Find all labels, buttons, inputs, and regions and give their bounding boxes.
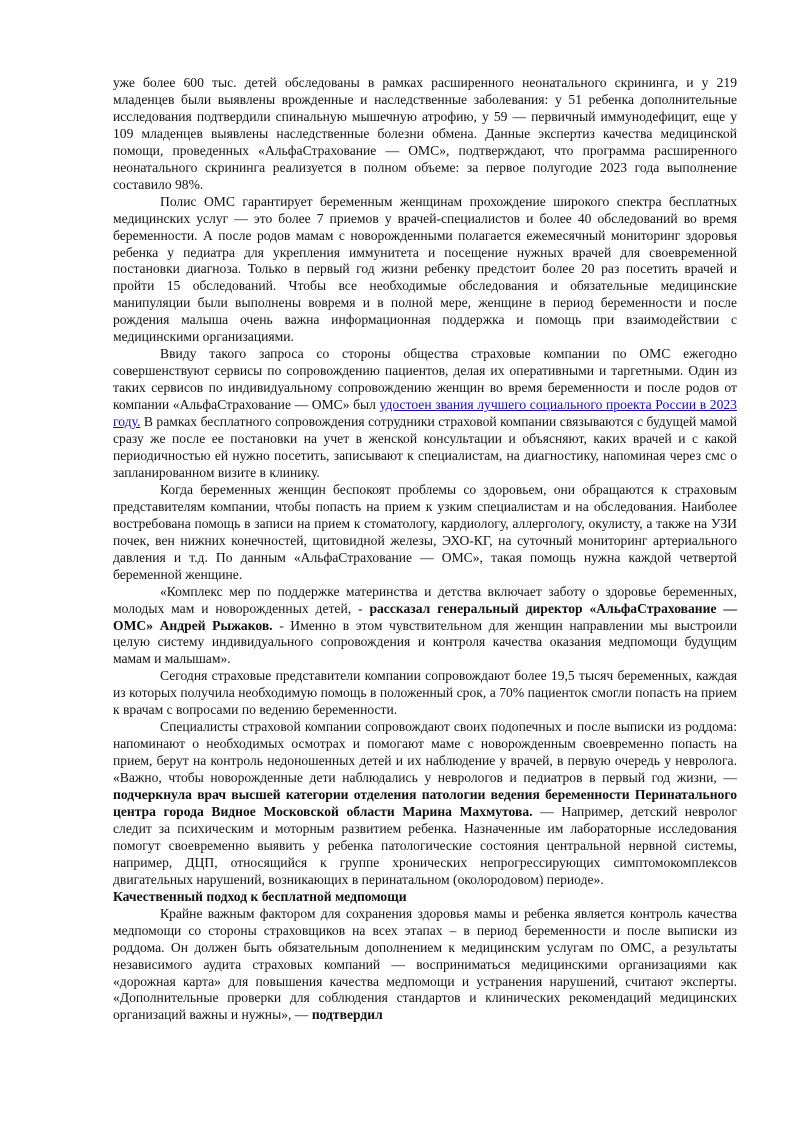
speaker-attribution: подтвердил (311, 1007, 383, 1023)
speaker-attribution: подчеркнула врач высшей категории отделения патологии ведения беременности Перинатального центра города Видное Московской области Марина Махмутова. (113, 787, 737, 819)
document-page (113, 75, 737, 1024)
paragraph-support-service (113, 346, 737, 482)
award-link[interactable]: удостоен звания лучшего социального проекта России в 2023 году. (113, 397, 737, 430)
paragraph-quality-control (113, 906, 737, 1025)
paragraph-specialists-help (113, 482, 737, 584)
paragraph-postnatal (113, 719, 737, 889)
text-run: — Например, детский невролог следит за психическим и моторным развитием ребенка. Назначенные им лабораторные исследования помогут своевременно выявить у ребенка патологические состояния центральной нервной системы, например, ДЦП, относящийся к группе хронических непрогрессирующих симптомокомплексов двигательных нарушений, возникающих в перинатальном (околородовом) периоде». (113, 803, 738, 887)
text-run: уже более 600 тыс. детей обследованы в рамках расширенного неонатального скрининга, и у 219 младенцев были выявлены врожденные и наследственные заболевания: у 51 ребенка дополнительные исследования подтвердили спинальную мышечную атрофию, у 59 — первичный иммунодефицит, еще у 109 младенцев выявлены наследственные болезни обмена. Данные экспертиз качества медицинской помощи, проведенных «АльфаСтрахование — ОМС», подтверждают, что программа расширенного неонатального скрининга реализуется в полном объеме: за первое полугодие 2023 года выполнение составило 98%. (113, 75, 737, 192)
section-heading: Качественный подход к бесплатной медпомощи (113, 888, 407, 904)
text-run: «Комплекс мер по поддержке материнства и детства включает заботу о здоровье беременных, молодых мам и новорожденных детей, - (113, 583, 737, 616)
text-run: Ввиду такого запроса со стороны общества страховые компании по ОМС ежегодно совершенствуют сервисы по сопровождению пациентов, делая их оперативными и таргетными. Один из таких сервисов по индивидуальному сопровождению женщин во время беременности и после родов от компании «АльфаСтрахование — ОМС» был (113, 346, 737, 413)
text-run: Крайне важным фактором для сохранения здоровья мамы и ребенка является контроль качества медпомощи со стороны страховщиков на всех этапах – в период беременности и после выписки из роддома. Он должен быть обязательным дополнением к медицинским услугам по ОМС, а результаты независимого аудита страховых компаний — восприниматься медицинскими организациями как «дорожная карта» для повышения качества медпомощи и устранения нарушений, считают эксперты. «Дополнительные проверки для соблюдения стандартов и клинических рекомендаций медицинских организаций важны и нужны», — (113, 905, 737, 1023)
text-run: В рамках бесплатного сопровождения сотрудники страховой компании связываются с будущей мамой сразу же после ее постановки на учет в женской консультации и объясняют, каких врачей и с какой периодичностью ей нужно посетить, записывают к специалистам, на диагностику, напоминая через смс о запланированном визите в клинику. (113, 414, 737, 480)
paragraph-statistics (113, 668, 737, 719)
paragraph-screening (113, 75, 737, 194)
speaker-attribution: рассказал генеральный директор «АльфаСтрахование — ОМС» Андрей Рыжаков. (113, 600, 737, 633)
text-run: - Именно в этом чувствительном для женщин направлении мы выстроили целую систему индивидуального сопровождения и контроля качества оказания медпомощи будущим мамам и малышам». (113, 617, 737, 667)
text-run: Когда беременных женщин беспокоят проблемы со здоровьем, они обращаются к страховым представителям компании, чтобы попасть на прием к узким специалистам и на обследования. Наиболее востребована помощь в записи на прием к стоматологу, кардиологу, аллергологу, окулисту, а также на УЗИ почек, вен нижних конечностей, щитовидной железы, ЭХО-КГ, на суточный мониторинг артериального давления и т.д. По данным «АльфаСтрахование — ОМС», такая помощь нужна каждой четвертой беременной женщине. (113, 481, 737, 582)
paragraph-oms-policy (113, 194, 737, 347)
text-run: Специалисты страховой компании сопровождают своих подопечных и после выписки из роддома: напоминают о необходимых осмотрах и помогают маме с новорожденным своевременно попасть на прием, берут на контроль недоношенных детей и их наблюдение у врачей, в первую очередь у невролога. «Важно, чтобы новорожденные дети наблюдались у неврологов и педиатров в первый год жизни, — (113, 719, 737, 786)
paragraph-director-quote (113, 584, 737, 669)
text-run: Сегодня страховые представители компании сопровождают более 19,5 тысяч беременных, каждая из которых получила необходимую помощь в положенный срок, а 70% пациенток смогли попасть на прием к врачам с вопросами по ведению беременности. (113, 668, 737, 718)
text-run: Полис ОМС гарантирует беременным женщинам прохождение широкого спектра бесплатных медицинских услуг — это более 7 приемов у врачей-специалистов и более 40 обследований во время беременности. А после родов мамам с новорожденными полагается ежемесячный мониторинг здоровья ребенка у педиатра для укрепления иммунитета и посещение нужных врачей для своевременной постановки диагноза. Только в первый год жизни ребенку предстоит более 20 раз посетить врачей и пройти 15 обследований. Чтобы все необходимые обследования и обязательные медицинские манипуляции были выполнены вовремя и в полной мере, женщине в период беременности и после рождения малыша очень важна информационная поддержка и помощь при взаимодействии с медицинскими организациями. (113, 193, 737, 345)
